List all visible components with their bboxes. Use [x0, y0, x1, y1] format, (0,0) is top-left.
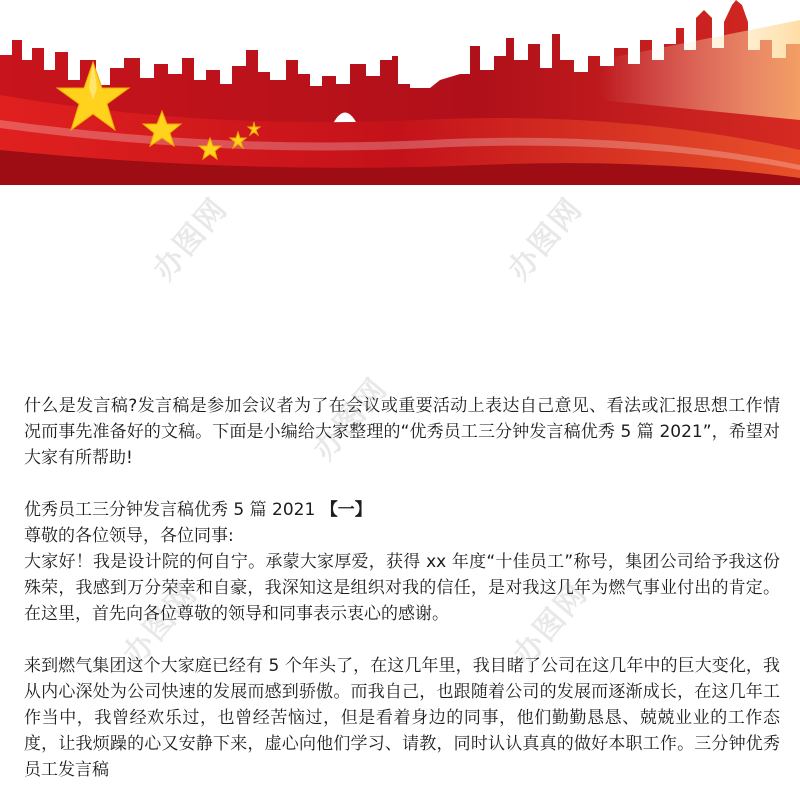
body-paragraph-1: 大家好！我是设计院的何自宁。承蒙大家厚爱，获得 xx 年度“十佳员工”称号，集团公司给予我这份殊荣，我感到万分荣幸和自豪，我深知这是组织对我的信任，是对我这几年为燃气事业付出的肯定。在这里，首先向各位尊敬的领导和同事表示衷心的感谢。	[24, 552, 780, 624]
document-body	[24, 393, 780, 783]
watermark-text: 办图网	[146, 191, 235, 288]
watermark-text: 办图网	[501, 191, 590, 288]
watermark-text: 办图网	[306, 371, 395, 468]
body-paragraph-2: 来到燃气集团这个大家庭已经有 5 个年头了，在这几年里，我目睹了公司在这几年中的巨大变化，我从内心深处为公司快速的发展而感到骄傲。而我自己，也跟随着公司的发展而逐渐成长，在这几年工作当中，我曾经欢乐过，也曾经苦恼过，但是看着身边的同事，他们勤勤恳恳、兢兢业业的工作态度，让我烦躁的心又安静下来，虚心向他们学习、请教，同时认认真真的做好本职工作。三分钟优秀员工发言稿	[24, 656, 780, 780]
section-number: 【一】	[320, 500, 372, 520]
section-heading	[24, 497, 780, 523]
greeting-line: 尊敬的各位领导，各位同事:	[24, 526, 234, 546]
intro-paragraph: 什么是发言稿?发言稿是参加会议者为了在会议或重要活动上表达自己意见、看法或汇报思想工作情况而事先准备好的文稿。下面是小编给大家整理的“优秀员工三分钟发言稿优秀 5 篇 2021”，希望对大家有所帮助!	[24, 396, 780, 468]
watermark-text: 办图网	[116, 576, 205, 673]
watermark-text: 办图网	[506, 576, 595, 673]
section-title: 优秀员工三分钟发言稿优秀 5 篇 2021	[24, 500, 316, 520]
header-banner	[0, 0, 800, 185]
city-skyline-banner	[0, 0, 800, 185]
